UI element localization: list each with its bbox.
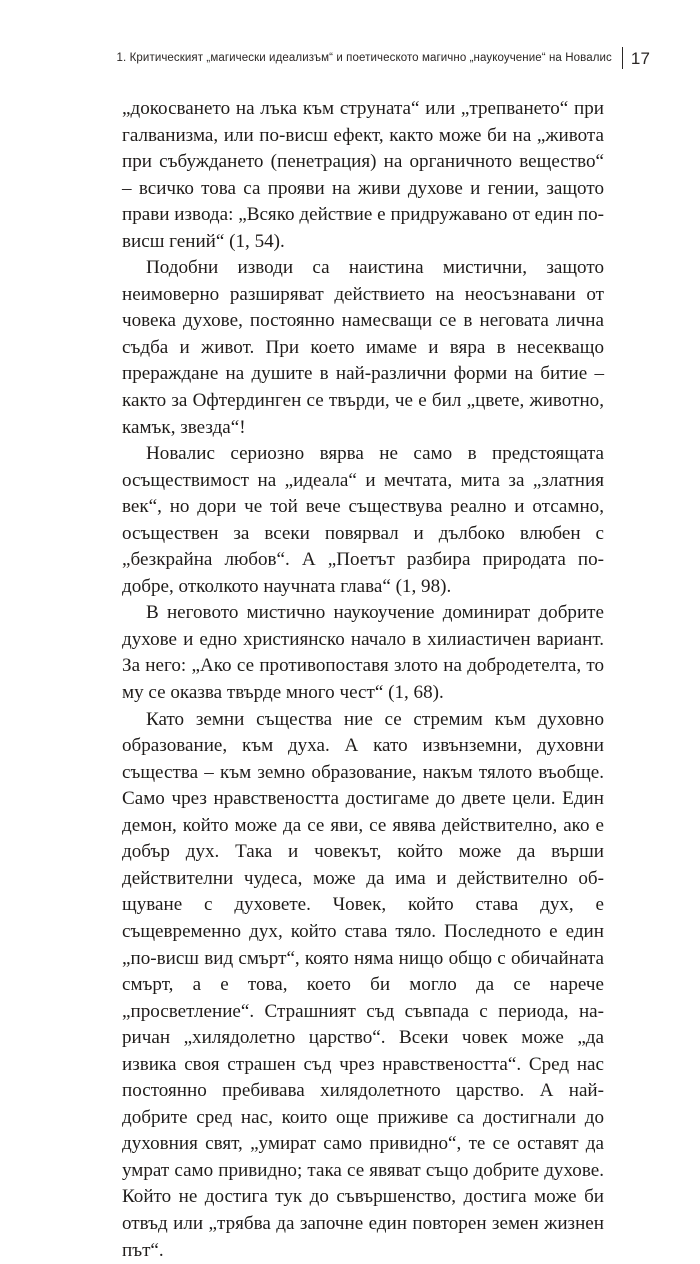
- page-number: 17: [630, 48, 650, 68]
- paragraph-1: „докосването на лъка към струната“ или „трепването“ при галванизма, или по-висш ефект, както може би на „живота при събуждането (пенетрация) на органичното вещество“ – всичко това са прояви на живи духове и гении, защото прави извода: „Всяко действие е придружавано от един по-висш гений“ (1, 54).: [122, 98, 604, 252]
- running-header: [90, 47, 650, 69]
- paragraph-5: Като земни същества ние се стремим към духовно образование, към духа. А като извънземни, духовни същества – към земно образование, накъм тялото въобще. Само чрез нравствеността достигаме до двете цели. Един демон, който може да се яви, се явява действително, ако е добър дух. Така и човекът, който може да върши действителни чудеса, може да има и действително общуване с духовете. Човек, който става дух, е същевременно дух, който става тяло. Последното е един „по-висш вид смърт“, която няма нищо общо с обичайната смърт, а е това, което би могло да се нарече „просветление“. Страшният съд съвпада с периода, наричан „хилядолетно царство“. Всеки човек може „да извика своя страшен съд чрез нравствеността“. Сред нас постоянно пребивава хилядолетното царство. А най-добрите сред нас, които още приживе са достигнали до духовния свят, „умират само привидно“, те се оставят да умрат само привидно; така се явяват също добрите духове. Който не достига тук до съвършенство, достига може би отвъд или „трябва да започне един повторен земен жизнен път“.: [122, 708, 604, 1261]
- paragraph-3: Новалис сериозно вярва не само в предстоящата осъществимост на „идеала“ и мечтата, мита за „златния век“, но дори че той вече съществува реално и отсамно, осъществен за всеки повярвал и дълбоко влюбен с „безкрайна любов“. А „Поетът разбира природата по-добре, отколкото научната глава“ (1, 98).: [122, 443, 604, 597]
- running-title: 1. Критическият „магически идеализъм“ и поетическото магично „наукоучение“ на Новалис: [116, 52, 612, 64]
- paragraph-2: Подобни изводи са наистина мистични, защото неимоверно разширяват действието на неосъзнавани от човека духове, постоянно намесващи се в неговата лична съдба и живот. При което имаме и вяра в несекващо прераждане на душите в най-различни форми на битие – както за Офтердинген се твърди, че е бил „цвете, животно, камък, звезда“!: [122, 257, 604, 438]
- body-text: [122, 96, 604, 1264]
- paragraph-4: В неговото мистично наукоучение доминират добрите духове и едно християнско начало в хилиастичен вариант. За него: „Ако се противопоставя злото на добродетелта, то му се оказва твърде много чест“ (1, 68).: [122, 602, 604, 704]
- header-divider: [622, 47, 623, 69]
